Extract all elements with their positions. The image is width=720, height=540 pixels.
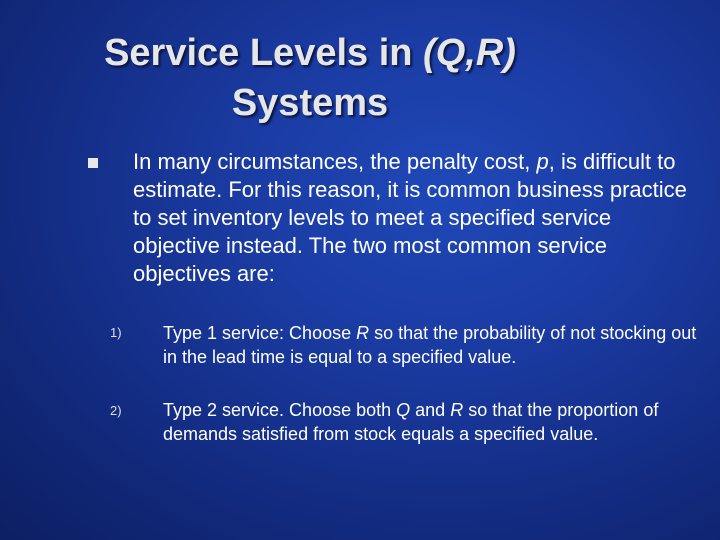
item-2-part-mid: and [410,400,451,420]
square-bullet-icon [88,158,98,168]
item-2-italic-r: R [450,400,464,420]
item-1-italic-r: R [356,323,370,343]
item-1-number: 1) [110,325,122,340]
bullet-text-part-2: , is difficult to estimate. For this reason, it is common business practice to set inventory levels to meet a specified service objective instead. The two most common service objectives are: [133,149,687,286]
main-bullet-text [133,148,693,288]
title-line-2: Systems [231,82,389,124]
item-2-part-a: Type 2 service. Choose both [163,400,397,420]
item-1-text [163,321,703,369]
item-2-number: 2) [110,403,122,418]
item-2-italic-q: Q [396,400,411,420]
title-main: Service Levels in [104,32,424,74]
item-1-part-a: Type 1 service: Choose [163,323,357,343]
slide-title [0,28,620,128]
item-2-text [163,398,703,446]
item-2-part-b: so that the proportion of demands satisfied from stock equals a specified value. [163,400,659,444]
bullet-text-part-1: In many circumstances, the penalty cost, [133,149,537,174]
item-1-part-b: so that the probability of not stocking out in the lead time is equal to a specified value. [163,323,697,367]
title-italic: (Q,R) [423,32,516,74]
title-line-1 [0,28,620,78]
bullet-text-italic-p: p [536,149,549,174]
